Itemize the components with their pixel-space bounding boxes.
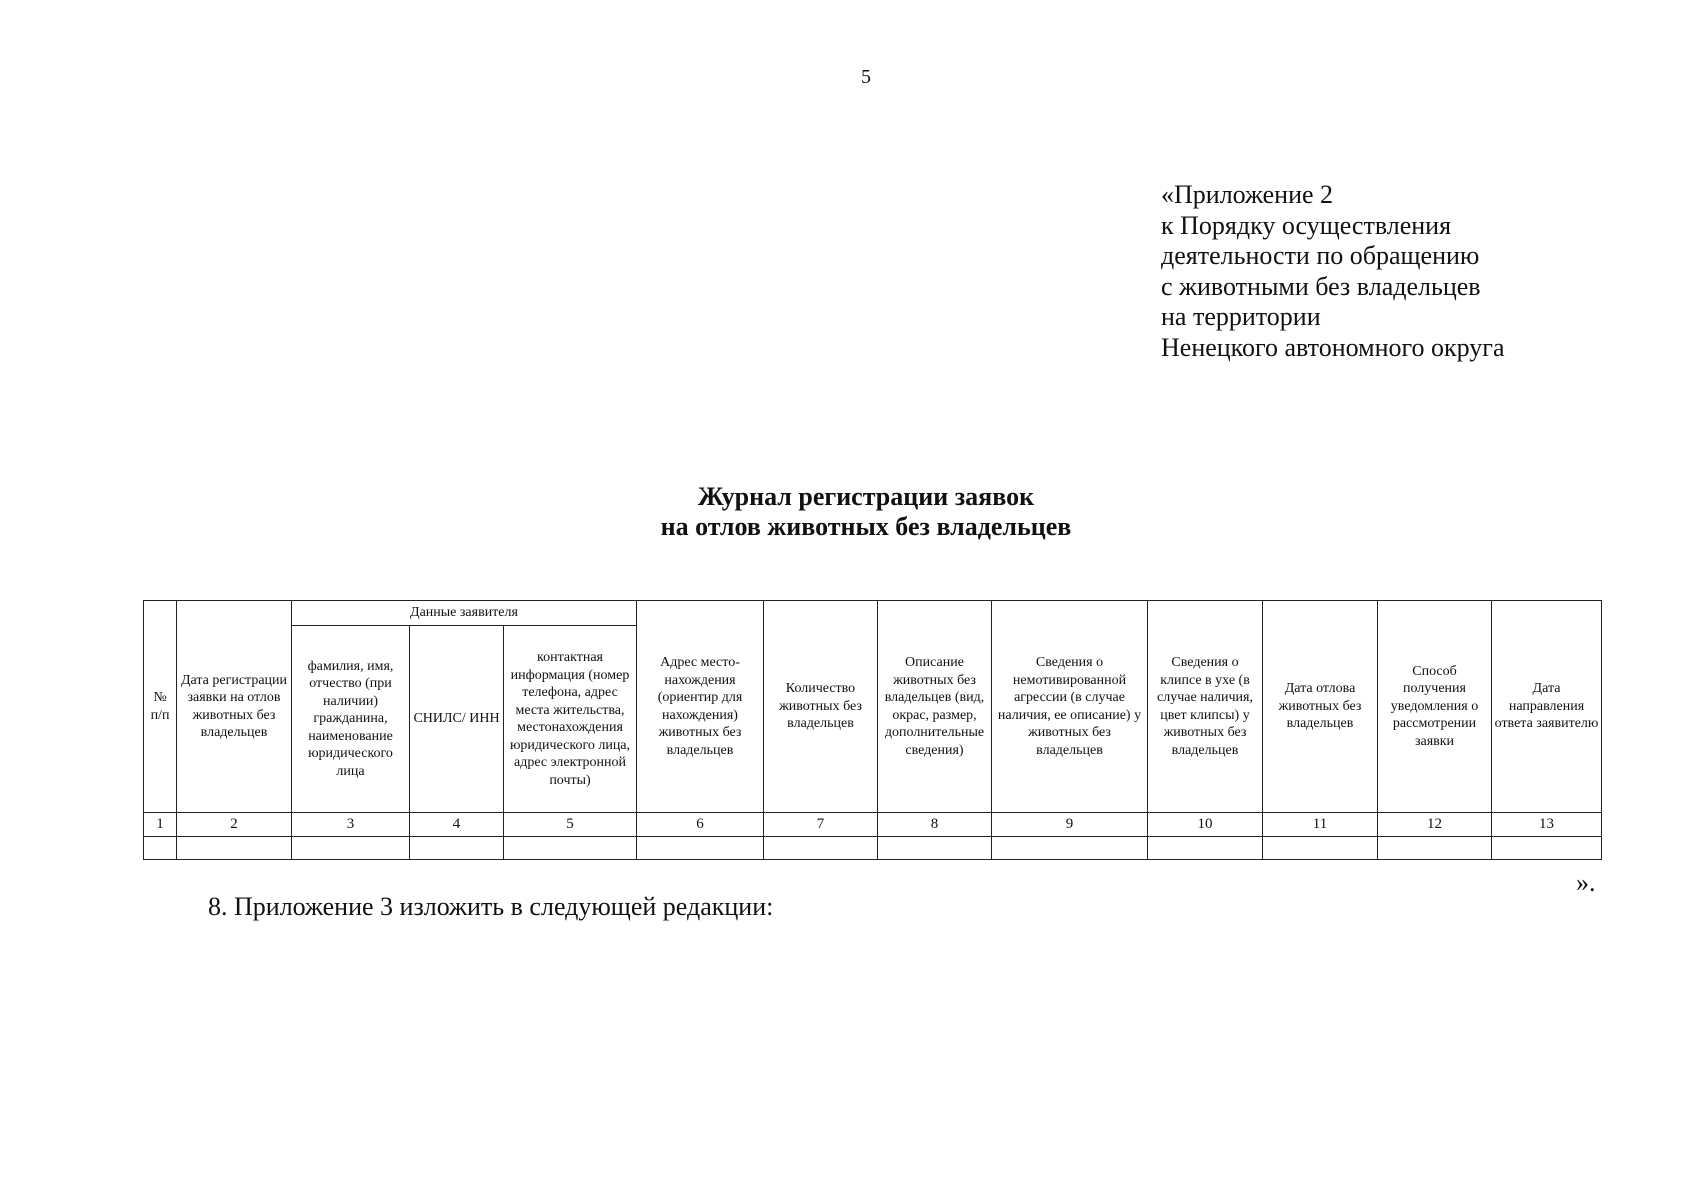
- column-number-cell: 11: [1263, 813, 1378, 837]
- column-header-snils-inn: СНИЛС/ ИНН: [410, 626, 504, 813]
- column-number-cell: 6: [637, 813, 764, 837]
- empty-table-cell: [144, 837, 177, 860]
- column-header-applicant-name: фамилия, имя, отчество (при наличии) гражданина, наименование юридического лица: [292, 626, 410, 813]
- appendix-line: к Порядку осуществления: [1161, 210, 1452, 240]
- column-number-cell: 8: [878, 813, 992, 837]
- empty-table-cell: [1378, 837, 1492, 860]
- column-number-cell: 9: [992, 813, 1148, 837]
- column-header-notification-method: Способ получения уведомления о рассмотрении заявки: [1378, 601, 1492, 813]
- column-header-number: № п/п: [144, 601, 177, 813]
- appendix-line: на территории: [1161, 302, 1321, 331]
- empty-table-cell: [1148, 837, 1263, 860]
- column-number-cell: 5: [504, 813, 637, 837]
- empty-table-cell: [878, 837, 992, 860]
- column-number-cell: 4: [410, 813, 504, 837]
- column-header-quantity: Количество животных без владельцев: [764, 601, 878, 813]
- appendix-line: деятельности по обращению: [1161, 241, 1480, 270]
- appendix-line: с животными без владельцев: [1161, 271, 1481, 301]
- column-header-contact-info: контактная информация (номер телефона, адрес места жительства, местонахождения юридического лица, адрес электронной почты): [504, 626, 637, 813]
- empty-table-cell: [410, 837, 504, 860]
- column-header-location: Адрес место-нахождения (ориентир для нахождения) животных без владельцев: [637, 601, 764, 813]
- empty-table-cell: [637, 837, 764, 860]
- empty-table-cell: [504, 837, 637, 860]
- column-number-cell: 12: [1378, 813, 1492, 837]
- document-title: [0, 482, 1687, 542]
- page-number: 5: [861, 66, 871, 88]
- column-number-cell: 2: [177, 813, 292, 837]
- empty-table-cell: [1263, 837, 1378, 860]
- empty-table-cell: [992, 837, 1148, 860]
- empty-table-cell: [1492, 837, 1602, 860]
- amendment-paragraph: 8. Приложение 3 изложить в следующей редакции:: [208, 892, 774, 921]
- closing-quote: ».: [1576, 868, 1596, 897]
- column-number-cell: 3: [292, 813, 410, 837]
- column-header-response-date: Дата направления ответа заявителю: [1492, 601, 1602, 813]
- column-number-cell: 10: [1148, 813, 1263, 837]
- appendix-line: Ненецкого автономного округа: [1161, 332, 1505, 362]
- column-header-registration-date: Дата регистрации заявки на отлов животных без владельцев: [177, 601, 292, 813]
- empty-table-cell: [177, 837, 292, 860]
- column-header-ear-tag: Сведения о клипсе в ухе (в случае наличия, цвет клипсы) у животных без владельцев: [1148, 601, 1263, 813]
- empty-table-cell: [764, 837, 878, 860]
- title-line-2: на отлов животных без владельцев: [660, 512, 1072, 541]
- empty-table-cell: [292, 837, 410, 860]
- title-line-1: Журнал регистрации заявок: [697, 482, 1035, 511]
- column-header-aggression: Сведения о немотивированной агрессии (в случае наличия, ее описание) у животных без владельцев: [992, 601, 1148, 813]
- registration-journal-table: [143, 600, 1602, 860]
- column-header-description: Описание животных без владельцев (вид, окрас, размер, дополнительные сведения): [878, 601, 992, 813]
- column-number-cell: 1: [144, 813, 177, 837]
- column-header-capture-date: Дата отлова животных без владельцев: [1263, 601, 1378, 813]
- column-number-cell: 13: [1492, 813, 1602, 837]
- column-group-applicant-data: Данные заявителя: [292, 601, 637, 626]
- column-number-cell: 7: [764, 813, 878, 837]
- appendix-line: «Приложение 2: [1161, 180, 1334, 209]
- appendix-heading: [1161, 180, 1505, 363]
